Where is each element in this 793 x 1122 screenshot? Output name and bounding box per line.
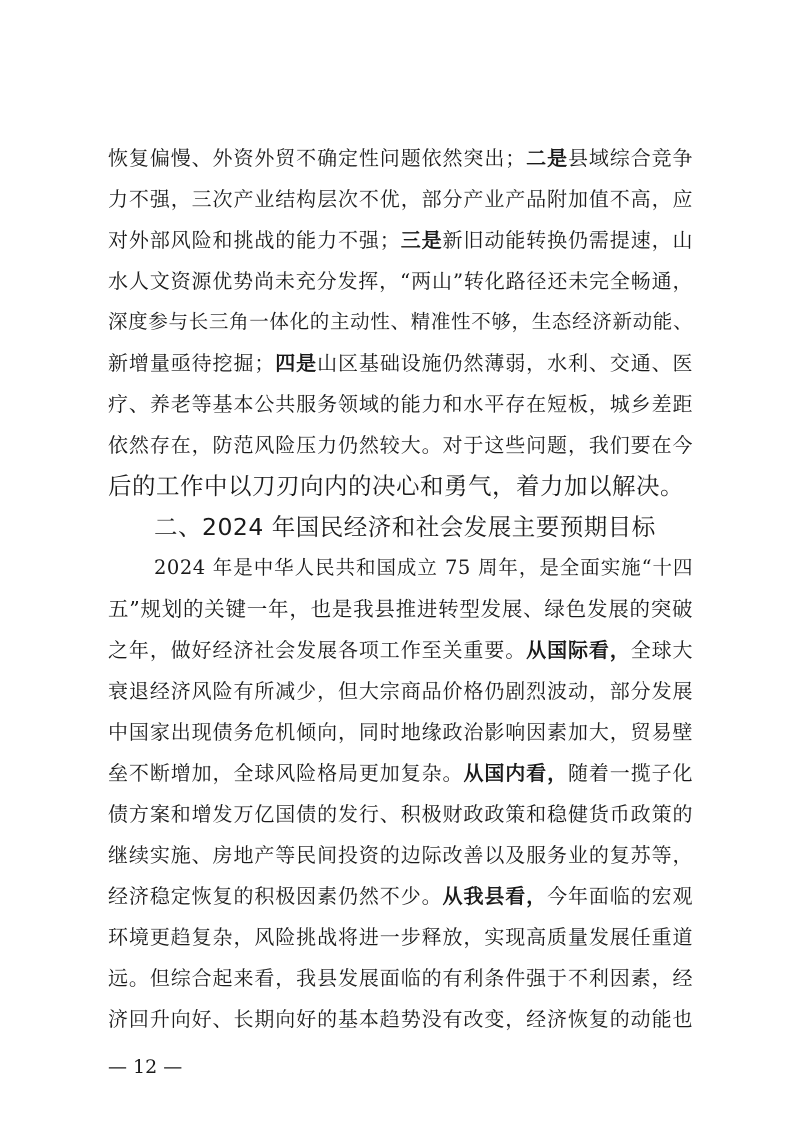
text-run: 新旧动能转换仍需提速，山 bbox=[442, 228, 694, 252]
bold-lead: 从我县看， bbox=[442, 884, 548, 908]
text-run: 全球大 bbox=[630, 638, 694, 662]
text-run: 2024 年是中华人民共和国成立 75 周年，是全面实施“十四 bbox=[154, 556, 693, 579]
section-heading: 二、2024 年国民经济和社会发展主要预期目标 bbox=[154, 513, 656, 541]
text-run: 五”规划的关键一年，也是我县推进转型发展、绿色发展的突破 bbox=[108, 597, 693, 621]
text-run: 垒不断增加，全球风险格局更加复杂。 bbox=[108, 761, 464, 785]
text-run: 山区基础设施仍然薄弱，水利、交通、医 bbox=[317, 351, 694, 375]
bold-lead: 四是 bbox=[274, 351, 318, 375]
text-run: 济回升向好、长期向好的基本趋势没有改变，经济恢复的动能也 bbox=[108, 1007, 693, 1031]
text-run: 深度参与长三角一体化的主动性、精准性不够，生态经济新动能、 bbox=[108, 310, 693, 333]
text-line bbox=[108, 264, 693, 298]
bold-lead: 三是 bbox=[400, 228, 443, 252]
text-run: 后的工作中以刀刃向内的决心和勇气，着力加以解决。 bbox=[108, 472, 684, 500]
text-line bbox=[108, 141, 693, 175]
text-line bbox=[108, 551, 693, 585]
text-line bbox=[108, 1002, 693, 1036]
page-number: — 12 — bbox=[108, 1056, 183, 1078]
text-run: 恢复偏慢、外资外贸不确定性问题依然突出； bbox=[108, 146, 526, 170]
text-line bbox=[108, 920, 693, 954]
text-line bbox=[108, 756, 693, 790]
text-run: 中国家出现债务危机倾向，同时地缘政治影响因素加大，贸易壁 bbox=[108, 720, 693, 744]
text-run: 今年面临的宏观 bbox=[547, 884, 694, 908]
text-run: 远。但综合起来看，我县发展面临的有利条件强于不利因素，经 bbox=[108, 966, 693, 990]
text-line bbox=[108, 674, 693, 708]
text-line bbox=[108, 961, 693, 995]
text-line bbox=[108, 469, 693, 503]
text-line bbox=[108, 633, 693, 667]
text-run: 随着一揽子化 bbox=[567, 761, 694, 785]
text-run: 疗、养老等基本公共服务领域的能力和水平存在短板，城乡差距 bbox=[108, 392, 693, 416]
text-line bbox=[108, 879, 693, 913]
text-run: 力不强，三次产业结构层次不优，部分产业产品附加值不高，应 bbox=[108, 187, 693, 211]
text-run: 新增量亟待挖掘； bbox=[108, 351, 275, 375]
text-line bbox=[108, 346, 693, 380]
text-run: 继续实施、房地产等民间投资的边际改善以及服务业的复苏等， bbox=[108, 843, 693, 867]
text-run: 债方案和增发万亿国债的发行、积极财政政策和稳健货币政策的 bbox=[108, 802, 693, 826]
bold-lead: 从国内看， bbox=[463, 761, 568, 785]
text-line bbox=[108, 305, 693, 339]
text-line bbox=[108, 715, 693, 749]
text-run: 之年，做好经济社会发展各项工作至关重要。 bbox=[108, 638, 527, 662]
text-run: 水人文资源优势尚未充分发挥，“两山”转化路径还未完全畅通， bbox=[108, 269, 693, 293]
text-line bbox=[108, 223, 693, 257]
bold-lead: 从国际看， bbox=[526, 638, 631, 662]
text-line bbox=[108, 387, 693, 421]
text-run: 县域综合竞争 bbox=[567, 146, 694, 170]
text-line bbox=[108, 428, 693, 462]
text-line bbox=[108, 797, 693, 831]
text-run: 环境更趋复杂，风险挑战将进一步释放，实现高质量发展任重道 bbox=[108, 925, 693, 949]
text-line bbox=[108, 592, 693, 626]
text-run: 依然存在，防范风险压力仍然较大。对于这些问题，我们要在今 bbox=[108, 433, 693, 457]
text-line bbox=[108, 182, 693, 216]
text-run: 对外部风险和挑战的能力不强； bbox=[108, 228, 401, 252]
text-run: 经济稳定恢复的积极因素仍然不少。 bbox=[108, 884, 443, 908]
text-run: 衰退经济风险有所减少，但大宗商品价格仍剧烈波动，部分发展 bbox=[108, 679, 693, 703]
text-line bbox=[108, 838, 693, 872]
bold-lead: 二是 bbox=[525, 146, 568, 170]
